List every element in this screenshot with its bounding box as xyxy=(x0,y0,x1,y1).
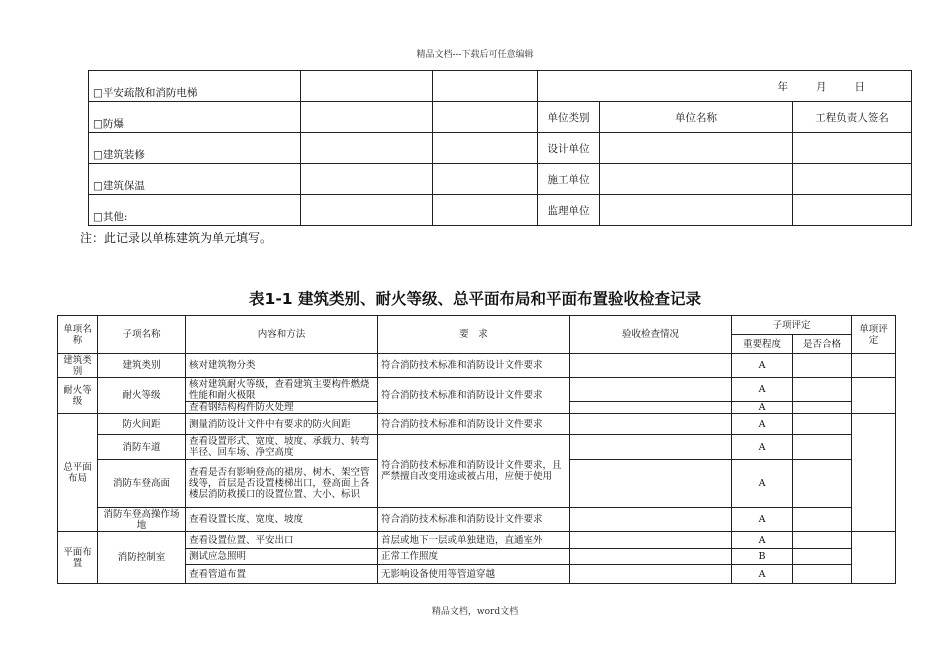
unit-type-header: 单位类别 xyxy=(538,102,600,133)
check-result-cell[interactable] xyxy=(570,402,732,414)
item-eval-cell[interactable] xyxy=(852,354,896,378)
pass-cell[interactable] xyxy=(793,508,852,532)
col-header-importance: 重要程度 xyxy=(732,335,793,354)
col-header-method: 内容和方法 xyxy=(186,316,378,354)
checkbox-item-insulation[interactable]: □建筑保温 xyxy=(89,164,301,195)
form-note: 注：此记录以单栋建筑为单元填写。 xyxy=(80,231,273,245)
construction-unit-name-field[interactable] xyxy=(600,164,793,195)
checkbox-item-decoration[interactable]: □建筑装修 xyxy=(89,133,301,164)
col-header-pass: 是否合格 xyxy=(793,335,852,354)
col-header-check: 验收检查情况 xyxy=(570,316,732,354)
check-result-cell[interactable] xyxy=(570,565,732,584)
col-header-requirement: 要 求 xyxy=(378,316,570,354)
pass-cell[interactable] xyxy=(793,532,852,549)
design-unit-label: 设计单位 xyxy=(538,133,600,164)
design-unit-signature-field[interactable] xyxy=(793,133,912,164)
col-header-item-eval: 单项评定 xyxy=(852,316,896,354)
table-row: 消防车登高面 查看是否有影响登高的裙房、树木、架空管线等，首层是否设置楼梯出口，登高面上各楼层消防救援口的设置位置、大小、标识 A xyxy=(58,460,896,508)
pass-cell[interactable] xyxy=(793,378,852,402)
group-building-class: 建筑类别 xyxy=(58,354,98,378)
check-result-cell[interactable] xyxy=(570,354,732,378)
pass-cell[interactable] xyxy=(793,565,852,584)
col-header-sub-eval: 子项评定 xyxy=(732,316,852,335)
date-field[interactable]: 年 月 日 xyxy=(538,71,912,102)
table-row: 消防车登高操作场地 查看设置长度、宽度、坡度 符合消防技术标准和消防设计文件要求 A xyxy=(58,508,896,532)
item-eval-cell[interactable] xyxy=(852,532,896,584)
table-row: 查看钢结构构件防火处理 A xyxy=(58,402,896,414)
table-row: 耐火等级 耐火等级 核对建筑耐火等级，查看建筑主要构件燃烧性能和耐火极限 符合消防技术标准和消防设计文件要求 A xyxy=(58,378,896,402)
unit-name-header: 单位名称 xyxy=(600,102,793,133)
pass-cell[interactable] xyxy=(793,354,852,378)
item-eval-cell[interactable] xyxy=(852,414,896,532)
group-fire-rating: 耐火等级 xyxy=(58,378,98,414)
page-header: 精品文档---下载后可任意编辑 xyxy=(416,50,534,60)
col-header-item: 单项名称 xyxy=(58,316,98,354)
table-title: 表1-1 建筑类别、耐火等级、总平面布局和平面布置验收检查记录 xyxy=(249,290,701,308)
item-eval-cell[interactable] xyxy=(852,378,896,414)
check-result-cell[interactable] xyxy=(570,460,732,508)
acceptance-form-table xyxy=(88,70,912,226)
check-result-cell[interactable] xyxy=(570,508,732,532)
check-result-cell[interactable] xyxy=(570,532,732,549)
checkbox-item-evacuation[interactable]: □平安疏散和消防电梯 xyxy=(89,71,301,102)
page-footer: 精品文档，word文档 xyxy=(431,607,519,617)
inspection-record-table xyxy=(57,315,896,584)
table-row: 查看管道布置 无影响设备使用等管道穿越 A xyxy=(58,565,896,584)
group-site-layout: 总平面布局 xyxy=(58,414,98,532)
pass-cell[interactable] xyxy=(793,435,852,460)
col-header-sub-item: 子项名称 xyxy=(98,316,186,354)
table-row: 建筑类别 建筑类别 核对建筑物分类 符合消防技术标准和消防设计文件要求 A xyxy=(58,354,896,378)
supervision-unit-name-field[interactable] xyxy=(600,195,793,226)
construction-unit-label: 施工单位 xyxy=(538,164,600,195)
signature-header: 工程负责人签名 xyxy=(793,102,912,133)
check-result-cell[interactable] xyxy=(570,378,732,402)
design-unit-name-field[interactable] xyxy=(600,133,793,164)
table-row: 测试应急照明 正常工作照度 B xyxy=(58,549,896,565)
checkbox-item-explosion[interactable]: □防爆 xyxy=(89,102,301,133)
table-row: 消防车道 查看设置形式、宽度、坡度、承载力、转弯半径、回车场、净空高度 符合消防技术标准和消防设计文件要求，且严禁擅自改变用途或被占用，应便于使用 A xyxy=(58,435,896,460)
pass-cell[interactable] xyxy=(793,549,852,565)
check-result-cell[interactable] xyxy=(570,414,732,435)
supervision-unit-label: 监理单位 xyxy=(538,195,600,226)
check-result-cell[interactable] xyxy=(570,435,732,460)
table-row: 平面布置 消防控制室 查看设置位置、平安出口 首层或地下一层或单独建造，直通室外 A xyxy=(58,532,896,549)
group-floor-layout: 平面布置 xyxy=(58,532,98,584)
supervision-unit-signature-field[interactable] xyxy=(793,195,912,226)
check-result-cell[interactable] xyxy=(570,549,732,565)
table-row: 总平面布局 防火间距 测量消防设计文件中有要求的防火间距 符合消防技术标准和消防设计文件要求 A xyxy=(58,414,896,435)
construction-unit-signature-field[interactable] xyxy=(793,164,912,195)
pass-cell[interactable] xyxy=(793,460,852,508)
checkbox-item-other[interactable]: □其他: xyxy=(89,195,301,226)
pass-cell[interactable] xyxy=(793,402,852,414)
pass-cell[interactable] xyxy=(793,414,852,435)
